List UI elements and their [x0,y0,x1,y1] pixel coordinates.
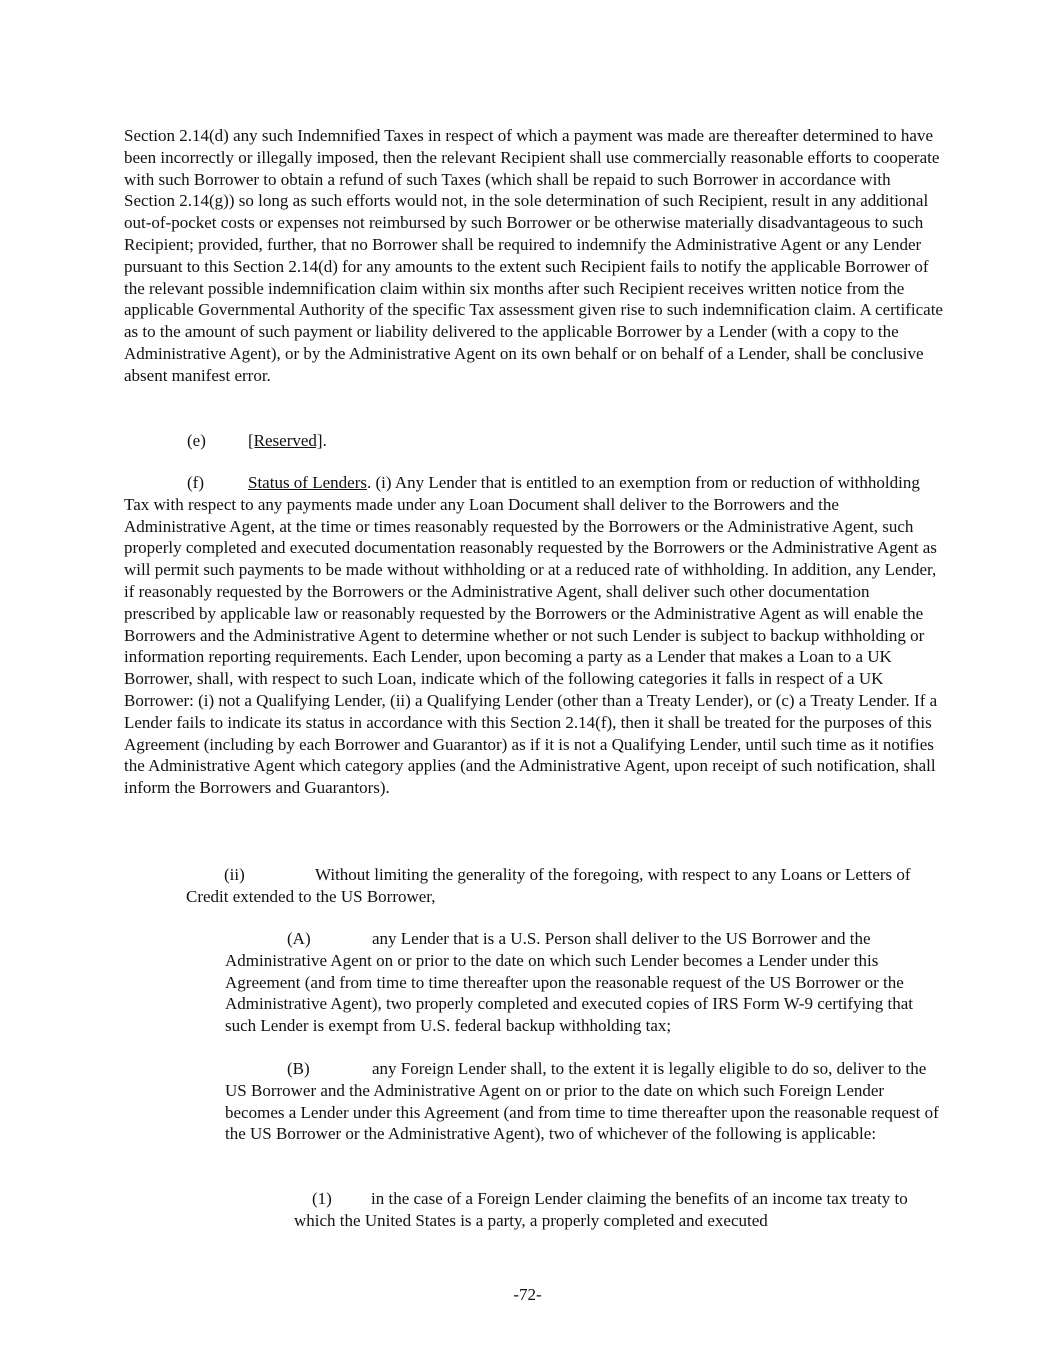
paragraph-ii [186,864,946,908]
paragraph-continuation: Section 2.14(d) any such Indemnified Taxes in respect of which a payment was made are thereafter determined to have been incorrectly or illegally imposed, then the relevant Recipient shall use commercially reasonable efforts to cooperate with such Borrower to obtain a refund of such Taxes (which shall be repaid to such Borrower in accordance with Section 2.14(g)) so long as such efforts would not, in the sole determination of such Recipient, result in any additional out-of-pocket costs or expenses not reimbursed by such Borrower or be otherwise materially disadvantageous to such Recipient; provided, further, that no Borrower shall be required to indemnify the Administrative Agent or any Lender pursuant to this Section 2.14(d) for any amounts to the extent such Recipient fails to notify the applicable Borrower of the relevant possible indemnification claim within six months after such Recipient receives written notice from the applicable Governmental Authority of the specific Tax assessment given rise to such indemnification claim. A certificate as to the amount of such payment or liability delivered to the applicable Borrower by a Lender (with a copy to the Administrative Agent), or by the Administrative Agent on its own behalf or on behalf of a Lender, shall be conclusive absent manifest error. [124,126,943,385]
clause-body: any Lender that is a U.S. Person shall deliver to the US Borrower and the Administrative Agent on or prior to the date on which such Lender becomes a Lender under this Agreement (and from time to time thereafter upon the reasonable request of the US Borrower or the Administrative Agent), two properly completed and executed copies of IRS Form W-9 certifying that such Lender is exempt from U.S. federal backup withholding tax; [225,929,914,1036]
clause-body: Without limiting the generality of the foregoing, with respect to any Loans or Letters of Credit extended to the US Borrower, [186,865,911,906]
paragraph-A [225,928,945,1037]
paragraph-f [124,472,944,799]
clause-number: (A) [287,929,311,948]
paragraph-B [225,1058,945,1145]
clause-body: in the case of a Foreign Lender claiming the benefits of an income tax treaty to which the United States is a party, a properly completed and executed [294,1189,908,1230]
clause-heading: [Reserved] [248,431,323,450]
paragraph-e [124,430,944,452]
page-number: -72- [513,1285,542,1304]
clause-number: (f) [187,473,204,492]
clause-body: . (i) Any Lender that is entitled to an exemption from or reduction of withholding Tax with respect to any payments made under any Loan Document shall deliver to the Borrowers and the Administrative Agent, at the time or times reasonably requested by the Borrowers or the Administrative Agent, such properly completed and executed documentation reasonably requested by the Borrowers or the Administrative Agent as will permit such payments to be made without withholding or at a reduced rate of withholding. In addition, any Lender, if reasonably requested by the Borrowers or the Administrative Agent, shall deliver such other documentation prescribed by applicable law or reasonably requested by the Borrowers or the Administrative Agent as will enable the Borrowers and the Administrative Agent to determine whether or not such Lender is subject to backup withholding or information reporting requirements. Each Lender, upon becoming a party as a Lender that makes a Loan to a UK Borrower, shall, with respect to such Loan, indicate which of the following categories it falls in respect of a UK Borrower: (i) not a Qualifying Lender, (ii) a Qualifying Lender (other than a Treaty Lender), or (c) a Treaty Lender. If a Lender fails to indicate its status in accordance with this Section 2.14(f), then it shall be treated for the purposes of this Agreement (including by each Borrower and Guarantor) as if it is not a Qualifying Lender, until such time as it notifies the Administrative Agent which category applies (and the Administrative Agent, upon receipt of such notification, shall inform the Borrowers and Guarantors). [124,473,938,798]
clause-number: (ii) [224,865,245,884]
clause-heading: Status of Lenders [248,473,367,492]
clause-number: (B) [287,1059,310,1078]
paragraph-1 [294,1188,944,1232]
clause-number: (e) [187,431,206,450]
clause-trail: . [322,431,327,450]
clause-body: any Foreign Lender shall, to the extent it is legally eligible to do so, deliver to the US Borrower and the Administrative Agent on or prior to the date on which such Foreign Lender becomes a Lender under this Agreement (and from time to time thereafter upon the reasonable request of the US Borrower or the Administrative Agent), two of whichever of the following is applicable: [225,1059,939,1144]
clause-number: (1) [312,1189,332,1208]
